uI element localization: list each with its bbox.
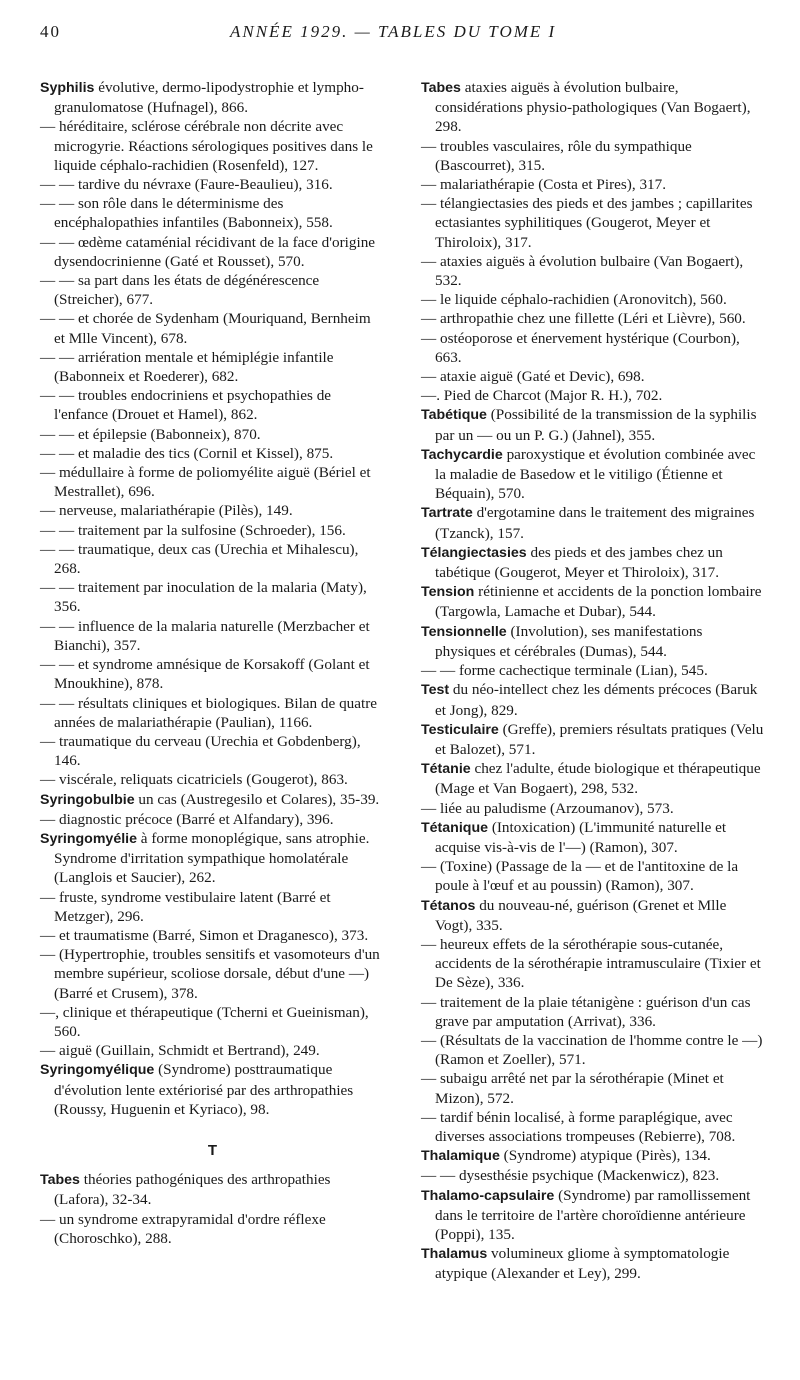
index-entry-text: —, clinique et thérapeutique (Tcherni et Gueinisman), 560. — [40, 1003, 369, 1040]
index-headword: Syphilis — [40, 80, 95, 96]
index-entry-text: — médullaire à forme de poliomyélite aiguë (Bériel et Mestrallet), 696. — [40, 464, 371, 501]
index-entry-text: — — forme cachectique terminale (Lian), 545. — [421, 662, 708, 680]
index-subentry — [40, 233, 385, 271]
index-entry-text: — (Hypertrophie, troubles sensitifs et vasomoteurs d'un membre supérieur, scoliose dorsale, début d'une —) (Barré et Crusem), 378. — [40, 946, 380, 1002]
index-entry-text: (Involution), ses manifestations physiques et cérébrales (Dumas), 544. — [435, 622, 703, 660]
index-entry-text: théories pathogéniques des arthropathies (Lafora), 32-34. — [54, 1171, 331, 1209]
index-entry-text: — — troubles endocriniens et psychopathies de l'enfance (Drouet et Hamel), 862. — [40, 387, 332, 424]
index-subentry — [421, 1031, 766, 1069]
index-entry-text: — héréditaire, sclérose cérébrale non décrite avec microgyrie. Réactions sérologiques positives dans le liquide céphalo-rachidien (Rosenfeld), 127. — [40, 118, 373, 174]
index-subentry — [421, 1108, 766, 1146]
index-subentry — [40, 578, 385, 616]
index-subentry — [40, 444, 385, 463]
index-entry-text: — — influence de la malaria naturelle (Merzbacher et Bianchi), 357. — [40, 617, 370, 654]
index-subentry — [40, 386, 385, 424]
index-subentry — [421, 137, 766, 175]
index-entry-text: — viscérale, reliquats cicatriciels (Gougerot), 863. — [40, 771, 348, 789]
index-entry — [421, 405, 766, 444]
index-entry — [421, 503, 766, 542]
index-subentry — [40, 309, 385, 347]
index-headword: Tétanie — [421, 761, 471, 778]
index-subentry — [40, 1210, 385, 1248]
index-subentry — [40, 501, 385, 520]
index-subentry — [421, 309, 766, 328]
index-entry — [421, 759, 766, 798]
index-entry-text: — ataxie aiguë (Gaté et Devic), 698. — [421, 368, 645, 386]
page-header — [40, 22, 760, 52]
index-subentry — [40, 1041, 385, 1060]
index-headword: Test — [421, 682, 450, 699]
index-entry-text: rétinienne et accidents de la ponction lombaire (Targowla, Lamache et Dubar), 544. — [435, 583, 762, 621]
running-title: ANNÉE 1929. — TABLES DU TOME I — [230, 22, 557, 41]
index-entry-text: —. Pied de Charcot (Major R. H.), 702. — [421, 387, 663, 405]
index-subentry — [40, 617, 385, 655]
index-entry-text: — (Résultats de la vaccination de l'homme contre le —) (Ramon et Zoeller), 571. — [421, 1031, 763, 1069]
index-subentry — [40, 175, 385, 194]
index-entry — [421, 445, 766, 504]
index-subentry — [40, 732, 385, 770]
index-entry-text: — — œdème cataménial récidivant de la face d'origine dysendocrinienne (Gaté et Rousset), 570. — [40, 233, 376, 270]
index-entry-text: — liée au paludisme (Arzoumanov), 573. — [421, 799, 674, 817]
index-entry-text: — ostéoporose et énervement hystérique (Courbon), 663. — [421, 329, 740, 366]
index-entry-text: — arthropathie chez une fillette (Léri et Lièvre), 560. — [421, 310, 746, 328]
index-headword: Tabes — [421, 80, 461, 96]
index-subentry — [40, 348, 385, 386]
index-subentry — [421, 290, 766, 309]
index-entry-text: — troubles vasculaires, rôle du sympathique (Bascourret), 315. — [421, 137, 692, 174]
index-subentry — [40, 1003, 385, 1041]
index-headword: Testiculaire — [421, 721, 499, 738]
index-entry-text: — — traitement par la sulfosine (Schroeder), 156. — [40, 521, 346, 539]
index-headword: Tachycardie — [421, 446, 503, 463]
index-entry-text: paroxystique et évolution combinée avec la maladie de Basedow et le vitiligo (Étienne et Béquain), 570. — [435, 445, 756, 503]
index-entry — [421, 896, 766, 935]
index-headword: Tabes — [40, 1172, 80, 1189]
index-subentry — [421, 1069, 766, 1107]
index-entry-text: — fruste, syndrome vestibulaire latent (Barré et Metzger), 296. — [40, 888, 331, 925]
index-entry-text: — traitement de la plaie tétanigène : guérison d'un cas grave par amputation (Arrivat), 336. — [421, 993, 751, 1030]
index-entry-text: — nerveuse, malariathérapie (Pilès), 149. — [40, 502, 293, 520]
index-headword: Thalamus — [421, 1246, 488, 1263]
index-subentry — [40, 117, 385, 175]
left-column — [40, 78, 385, 1248]
index-entry-text: — — arriération mentale et hémiplégie infantile (Babonneix et Roederer), 682. — [40, 348, 334, 386]
index-headword: Tension — [421, 584, 475, 601]
index-entry — [421, 720, 766, 759]
index-entry-text: — — et épilepsie (Babonneix), 870. — [40, 425, 261, 443]
index-entry-text: du néo-intellect chez les déments précoces (Baruk et Jong), 829. — [435, 681, 758, 719]
index-entry-text: ataxies aiguës à évolution bulbaire, considérations physio-pathologiques (Van Bogaert), 298. — [435, 79, 751, 136]
index-entry-text: — heureux effets de la sérothérapie sous-cutanée, accidents de la sérothérapie intramusculaire (Tixier et De Sèze), 336. — [421, 935, 761, 992]
index-entry-text: (Intoxication) (L'immunité naturelle et acquise vis-à-vis de l'—) (Ramon), 307. — [435, 818, 727, 856]
index-subentry — [40, 770, 385, 789]
index-entry-text: du nouveau-né, guérison (Grenet et Mlle Vogt), 335. — [435, 896, 727, 934]
index-subentry — [421, 252, 766, 290]
index-entry-text: (Syndrome) par ramollissement dans le territoire de l'artère choroïdienne antérieure (Poppi), 135. — [435, 1186, 751, 1243]
index-entry — [421, 680, 766, 719]
index-entry-text: — traumatique du cerveau (Urechia et Gobdenberg), 146. — [40, 732, 361, 770]
index-subentry — [421, 661, 766, 680]
index-entry-text: (Possibilité de la transmission de la syphilis par un — ou un P. G.) (Jahnel), 355. — [435, 406, 757, 444]
index-entry — [421, 1186, 766, 1245]
index-entry-text: — — et chorée de Sydenham (Mouriquand, Bernheim et Mlle Vincent), 678. — [40, 310, 371, 347]
index-entry-text: — malariathérapie (Costa et Pires), 317. — [421, 176, 667, 194]
index-entry-text: — et traumatisme (Barré, Simon et Draganesco), 373. — [40, 926, 369, 944]
index-entry-text: — télangiectasies des pieds et des jambes ; capillarites ectasiantes syphilitiques (Gougerot, Meyer et Thiroloix), 317. — [421, 195, 753, 251]
index-subentry — [40, 194, 385, 232]
index-headword: Tabétique — [421, 407, 487, 424]
index-entry-text: — — tardive du névraxe (Faure-Beaulieu), 316. — [40, 176, 333, 194]
index-subentry — [40, 694, 385, 732]
index-entry-text: un cas (Austregesilo et Colares), 35-39. — [138, 790, 380, 808]
index-headword: Syringobulbie — [40, 791, 135, 808]
index-entry-text: — aiguë (Guillain, Schmidt et Bertrand), 249. — [40, 1042, 320, 1060]
index-entry-text: — ataxies aiguës à évolution bulbaire (Van Bogaert), 532. — [421, 252, 744, 290]
index-subentry — [421, 993, 766, 1031]
index-headword: Tétanique — [421, 819, 489, 836]
index-subentry — [40, 271, 385, 309]
page-number: 40 — [40, 22, 61, 41]
index-entry-text: — — résultats cliniques et biologiques. Bilan de quatre années de malariathérapie (Paulian), 1166. — [40, 694, 378, 731]
index-headword: Tartrate — [421, 505, 473, 522]
index-entry-text: — — sa part dans les états de dégénérescence (Streicher), 677. — [40, 272, 320, 309]
index-entry-text: (Syndrome) posttraumatique d'évolution lente extériorisé par des arthropathies (Roussy, Huguenin et Kyriaco), 98. — [54, 1061, 354, 1118]
index-entry-text: — — traumatique, deux cas (Urechia et Mihalescu), 268. — [40, 540, 359, 578]
index-entry — [40, 790, 385, 810]
index-headword: Tensionnelle — [421, 623, 507, 640]
index-entry — [421, 818, 766, 857]
index-subentry — [40, 540, 385, 578]
index-entry-text: — — et maladie des tics (Cornil et Kissel), 875. — [40, 444, 334, 462]
index-entry — [421, 622, 766, 661]
section-letter: T — [207, 1141, 218, 1159]
index-entry-text: chez l'adulte, étude biologique et thérapeutique (Mage et Van Bogaert), 298, 532. — [435, 760, 761, 798]
index-subentry — [40, 463, 385, 501]
index-entry-text: — (Toxine) (Passage de la — et de l'antitoxine de la poule à l'œuf et au poussin) (Ramon), 307. — [421, 858, 739, 895]
index-entry — [421, 1244, 766, 1283]
index-subentry — [421, 329, 766, 367]
index-subentry — [40, 810, 385, 829]
index-headword: Télangiectasies — [421, 544, 527, 561]
index-subentry — [40, 926, 385, 945]
index-entry — [421, 78, 766, 137]
index-entry-text: d'ergotamine dans le traitement des migraines (Tzanck), 157. — [435, 504, 755, 542]
index-headword: Thalamique — [421, 1148, 500, 1165]
index-entry — [421, 582, 766, 621]
index-entry-text: (Syndrome) atypique (Pirès), 134. — [503, 1147, 711, 1165]
index-entry — [421, 543, 766, 582]
index-subentry — [421, 1166, 766, 1185]
index-entry-text: — — son rôle dans le déterminisme des encéphalopathies infantiles (Babonneix), 558. — [40, 195, 333, 232]
index-entry-text: évolutive, dermo-lipodystrophie et lympho-granulomatose (Hufnagel), 866. — [54, 79, 364, 117]
index-subentry — [421, 367, 766, 386]
index-entry-text: — subaigu arrêté net par la sérothérapie (Minet et Mizon), 572. — [421, 1070, 724, 1107]
index-entry-text: (Greffe), premiers résultats pratiques (Velu et Balozet), 571. — [435, 720, 764, 758]
index-subentry — [421, 386, 766, 405]
index-headword: Syringomyélique — [40, 1062, 155, 1079]
index-entry-text: volumineux gliome à symptomatologie atypique (Alexander et Ley), 299. — [435, 1245, 730, 1283]
index-subentry — [421, 194, 766, 252]
index-entry-text: — — dysesthésie psychique (Mackenwicz), 823. — [421, 1167, 720, 1185]
index-subentry — [40, 521, 385, 540]
index-headword: Thalamo-capsulaire — [421, 1187, 555, 1204]
index-entry — [421, 1146, 766, 1166]
index-headword: Syringomyélie — [40, 830, 137, 847]
index-subentry — [421, 935, 766, 993]
index-entry — [40, 78, 385, 117]
index-subentry — [421, 175, 766, 194]
index-entry-text: — tardif bénin localisé, à forme paraplégique, avec diverses associations trompeuses (Rebierre), 708. — [421, 1108, 736, 1145]
index-entry-text: — — traitement par inoculation de la malaria (Maty), 356. — [40, 579, 367, 616]
index-entry-text: des pieds et des jambes chez un tabétique (Gougerot, Meyer et Thiroloix), 317. — [435, 543, 723, 582]
index-entry-text: — un syndrome extrapyramidal d'ordre réflexe (Choroschko), 288. — [40, 1210, 326, 1247]
index-subentry — [40, 945, 385, 1003]
index-entry-text: — le liquide céphalo-rachidien (Aronovitch), 560. — [421, 291, 727, 309]
index-subentry — [40, 888, 385, 926]
index-entry — [40, 1060, 385, 1119]
index-subentry — [40, 655, 385, 693]
index-subentry — [421, 799, 766, 818]
index-entry — [40, 1170, 385, 1209]
right-column — [421, 78, 766, 1284]
index-entry — [40, 829, 385, 888]
index-entry-text: — — et syndrome amnésique de Korsakoff (Golant et Mnoukhine), 878. — [40, 656, 370, 693]
index-subentry — [40, 425, 385, 444]
index-entry-text: — diagnostic précoce (Barré et Alfandary), 396. — [40, 810, 334, 828]
index-headword: Tétanos — [421, 897, 476, 914]
index-subentry — [421, 857, 766, 895]
index-entry-text: à forme monoplégique, sans atrophie. Syndrome d'irritation sympathique homolatérale (Langlois et Saucier), 262. — [54, 829, 370, 887]
